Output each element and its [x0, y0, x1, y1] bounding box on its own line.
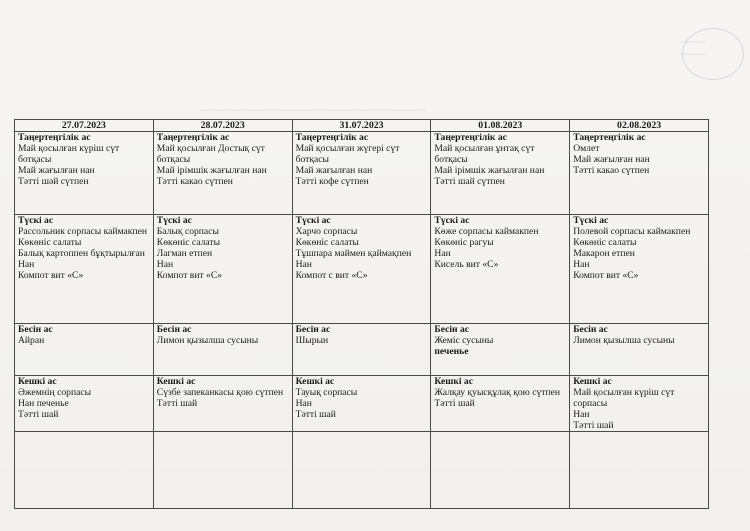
dinner-cell: [15, 376, 154, 432]
menu-item: Көкөніс салаты: [573, 237, 637, 248]
meal-title: Бесін ас: [295, 324, 331, 335]
dinner-cell: [153, 376, 292, 432]
breakfast-cell: [431, 132, 570, 215]
meal-title: Түскі ас: [573, 215, 609, 226]
lunch-cell: [431, 215, 570, 324]
meal-title: Кешкі ас: [434, 376, 473, 387]
menu-item-bold: печенье: [434, 346, 469, 357]
menu-item: Компот вит «С»: [156, 270, 223, 281]
menu-item: Май ірімшік жағылған нан: [156, 165, 267, 176]
menu-item: Балық картоппен бұқтырылған: [18, 248, 145, 259]
menu-item: Балық сорпасы: [156, 226, 219, 237]
menu-item: Тәтті какао сүтпен: [156, 176, 233, 187]
menu-item: Макарон етпен: [573, 248, 635, 259]
meal-title: Таңертеңгілік ас: [156, 132, 230, 143]
menu-item: Айран: [18, 335, 45, 346]
date-header: 31.07.2023: [292, 120, 431, 132]
menu-item: Лагман етпен: [156, 248, 213, 259]
lunch-cell: [15, 215, 154, 324]
date-header: 01.08.2023: [431, 120, 570, 132]
meal-title: Кешкі ас: [18, 376, 57, 387]
menu-item: Тәтті шай: [156, 398, 198, 409]
meal-title: Түскі ас: [434, 215, 470, 226]
menu-item: Тәтті шай: [573, 420, 614, 431]
menu-item: Май қосылған Достық сүт ботқасы: [156, 143, 265, 165]
menu-item: Рассольник сорпасы каймакпен: [18, 226, 147, 237]
meal-title: Кешкі ас: [573, 376, 612, 387]
meal-title: Бесін ас: [18, 324, 53, 335]
menu-item: Май қосылған күріш сүт сорпасы: [573, 387, 675, 409]
menu-item: Май қосылған ұнтақ сүт ботқасы: [434, 143, 535, 165]
date-header: 02.08.2023: [570, 120, 709, 132]
menu-item: Нан: [295, 259, 312, 270]
date-header: 28.07.2023: [153, 120, 292, 132]
menu-item: Нан: [573, 259, 590, 270]
menu-item: Шырын: [295, 335, 329, 346]
empty-cell: [570, 432, 709, 509]
menu-item: Нан: [156, 259, 174, 270]
menu-item: Харчо сорпасы: [295, 226, 358, 237]
snack-cell: [431, 324, 570, 376]
menu-item: Нан: [434, 248, 451, 259]
dinner-cell: [431, 376, 570, 432]
empty-row: [15, 432, 709, 509]
meal-title: Түскі ас: [295, 215, 331, 226]
empty-cell: [292, 432, 431, 509]
menu-item: Кисель вит «С»: [434, 259, 499, 270]
menu-item: Әжемнің сорпасы: [18, 387, 92, 398]
menu-item: Жалқау қуысқұлақ қою сүтпен: [434, 387, 561, 398]
meal-title: Түскі ас: [156, 215, 192, 226]
snack-cell: [153, 324, 292, 376]
breakfast-cell: [15, 132, 154, 215]
menu-item: Тәтті шай: [18, 409, 59, 420]
menu-item: Тәтті шай сүтпен: [434, 176, 505, 187]
bleed-through-text: ~~~~~~: [680, 50, 706, 59]
menu-item: Тәтті кофе сүтпен: [295, 176, 369, 187]
meal-title: Бесін ас: [573, 324, 608, 335]
snack-row: [15, 324, 709, 376]
meal-title: Бесін ас: [156, 324, 192, 335]
menu-item: Май ірімшік жағылған нан: [434, 165, 545, 176]
dinner-cell: [570, 376, 709, 432]
menu-item: Көкөніс салаты: [295, 237, 359, 248]
menu-item: Май жағылған нан: [573, 154, 650, 165]
breakfast-cell: [292, 132, 431, 215]
menu-item: Көкөніс салаты: [18, 237, 82, 248]
menu-item: Компот вит «С»: [18, 270, 84, 281]
meal-title: Түскі ас: [18, 215, 54, 226]
menu-item: Омлет: [573, 143, 600, 154]
snack-cell: [15, 324, 154, 376]
menu-item: Жеміс сусыны: [434, 335, 494, 346]
meal-title: Кешкі ас: [295, 376, 335, 387]
breakfast-cell: [570, 132, 709, 215]
menu-item: Тауық сорпасы: [295, 387, 358, 398]
menu-item: Тәтті шәй сүтпен: [18, 176, 89, 187]
snack-cell: [570, 324, 709, 376]
menu-table: [14, 119, 709, 509]
menu-item: Компот с вит «С»: [295, 270, 368, 281]
menu-item: Көже сорпасы каймакпен: [434, 226, 539, 237]
menu-item: Сүзбе запеканкасы қою сүтпен: [156, 387, 284, 398]
lunch-cell: [570, 215, 709, 324]
menu-item: Май жағылған нан: [295, 165, 373, 176]
lunch-cell: [153, 215, 292, 324]
dinner-cell: [292, 376, 431, 432]
menu-item: Тәтті шай: [434, 398, 475, 409]
menu-item: Көкөніс салаты: [156, 237, 221, 248]
bleed-through-text: ~~~~~~~~~~~~~~~~~~~~~~~~~~~~~~~~~~~~~~~~~~~~~~~~~~~~: [200, 106, 426, 115]
menu-item: Тәтті шай: [295, 409, 336, 420]
meal-title: Таңертеңгілік ас: [573, 132, 646, 143]
menu-item: Көкөніс рагуы: [434, 237, 494, 248]
bleed-through-text: ~~~~~~: [680, 38, 706, 47]
meal-title: Таңертеңгілік ас: [295, 132, 369, 143]
meal-title: Таңертеңгілік ас: [434, 132, 507, 143]
meal-title: Кешкі ас: [156, 376, 196, 387]
menu-item: Нан: [295, 398, 312, 409]
menu-item: Лимон қызылша сусыны: [156, 335, 259, 346]
menu-item: Май жағылған нан: [18, 165, 95, 176]
empty-cell: [15, 432, 154, 509]
date-header: 27.07.2023: [15, 120, 154, 132]
empty-cell: [431, 432, 570, 509]
menu-item: Тұшпара маймен қаймақпен: [295, 248, 412, 259]
breakfast-row: [15, 132, 709, 215]
date-header-row: [15, 120, 709, 132]
menu-item: Май қосылған күріш сүт ботқасы: [18, 143, 120, 165]
lunch-row: [15, 215, 709, 324]
menu-item: Нан: [18, 259, 35, 270]
snack-cell: [292, 324, 431, 376]
menu-item: Нан: [573, 409, 590, 420]
menu-item: Тәтті какао сүтпен: [573, 165, 650, 176]
meal-title: Бесін ас: [434, 324, 470, 335]
menu-item: Полевой сорпасы каймакпен: [573, 226, 691, 237]
menu-item: Компот вит «С»: [573, 270, 639, 281]
menu-item: Май қосылған жүгері сүт ботқасы: [295, 143, 400, 165]
breakfast-cell: [153, 132, 292, 215]
menu-item: Лимон қызылша сусыны: [573, 335, 675, 346]
dinner-row: [15, 376, 709, 432]
meal-title: Таңертеңгілік ас: [18, 132, 91, 143]
lunch-cell: [292, 215, 431, 324]
menu-item: Нан печенье: [18, 398, 69, 409]
empty-cell: [153, 432, 292, 509]
